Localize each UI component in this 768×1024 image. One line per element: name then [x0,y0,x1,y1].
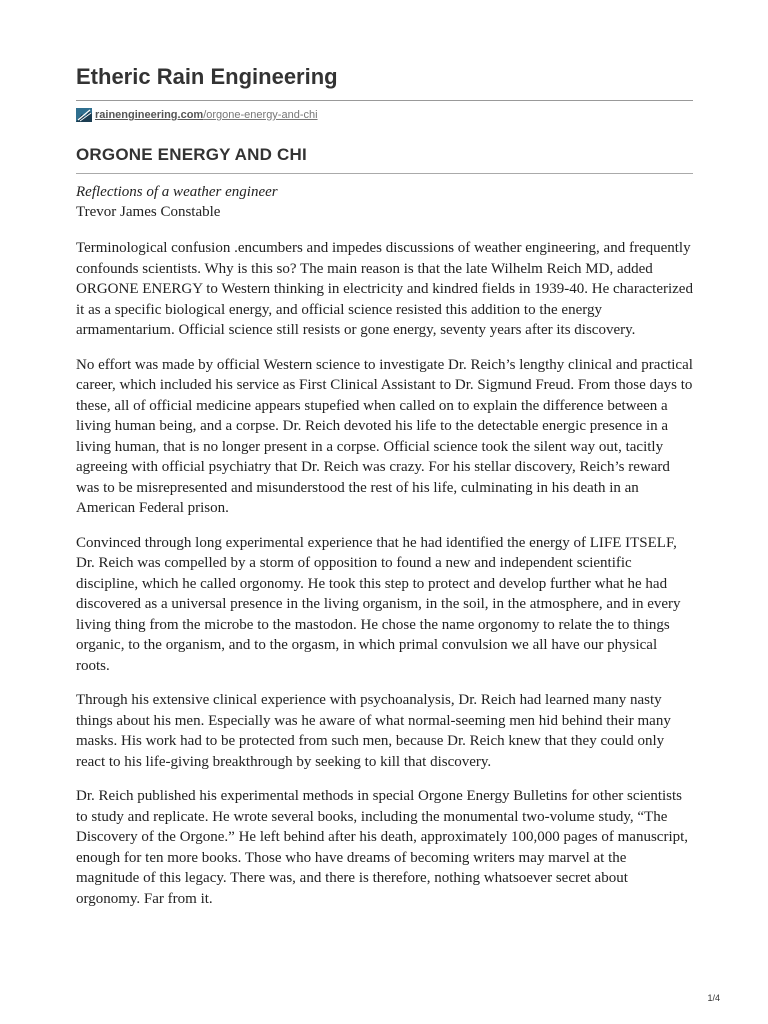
paragraph: Convinced through long experimental experience that he had identified the energy of LIFE ITSELF, Dr. Reich was compelled by a storm of opposition to found a new and independent scientific discipline, which he called orgonomy. He took this step to protect and develop further what he had discovered as a universal presence in the living organism, in the soil, in the atmosphere, and in every living thing from the microbe to the mastodon. He chose the name orgonomy to relate the to things organic, to the organism, and to the orgasm, in which primal convulsion we all have our physical roots. [76,534,681,674]
page-number: 1/4 [707,993,720,1003]
source-link[interactable] [76,107,693,123]
paragraph: Terminological confusion .encumbers and impedes discussions of weather engineering, and frequently confounds scientists. Why is this so? The main reason is that the late Wilhelm Reich MD, added ORGONE ENERGY to Western thinking in electricity and kindred fields in 1939-40. He characterized it as a specific biological energy, and official science resisted this addition to the energy armamentarium. Official science still resists or gone energy, seventy years after its discovery. [76,240,693,338]
paragraph: No effort was made by official Western science to investigate Dr. Reich’s lengthy clinical and practical career, which included his service as First Clinical Assistant to Dr. Sigmund Freud. From those days to these, all of official medicine appears stupefied when called on to explain the difference between a living human being, and a corpse. Dr. Reich devoted his life to the detectable energic presence in a living human, that is no longer present in a corpse. Official science took the silent way out, tacitly agreeing with official psychiatry that Dr. Reich was crazy. For his stellar discovery, Reich’s reward was to be misrepresented and misunderstood the rest of his life, culminating in his death in an American Federal prison. [76,356,693,516]
article-subtitle: Reflections of a weather engineer [76,184,278,200]
article-author: Trevor James Constable [76,204,221,220]
paragraph: Through his extensive clinical experience with psychoanalysis, Dr. Reich had learned many nasty things about his men. Especially was he aware of what normal-seeming men hid behind their many masks. His work had to be protected from such men, because Dr. Reich knew that they could only react to his life-giving breakthrough by seeking to kill that discovery. [76,692,671,770]
site-favicon-icon [76,108,92,122]
document-page [76,62,693,909]
source-domain[interactable]: rainengineering.com [95,109,204,121]
article-heading: ORGONE ENERGY AND CHI [76,144,693,174]
source-path[interactable]: /orgone-energy-and-chi [203,109,318,121]
site-title: Etheric Rain Engineering [76,62,693,101]
paragraph: Dr. Reich published his experimental methods in special Orgone Energy Bulletins for other scientists to study and replicate. He wrote several books, including the monumental two-volume study, “The Discovery of the Orgone.” He left behind after his death, approximately 100,000 pages of manuscript, enough for ten more books. Those who have dreams of becoming writers may marvel at the magnitude of this legacy. There was, and there is therefore, nothing whatsoever secret about orgonomy. Far from it. [76,788,689,907]
